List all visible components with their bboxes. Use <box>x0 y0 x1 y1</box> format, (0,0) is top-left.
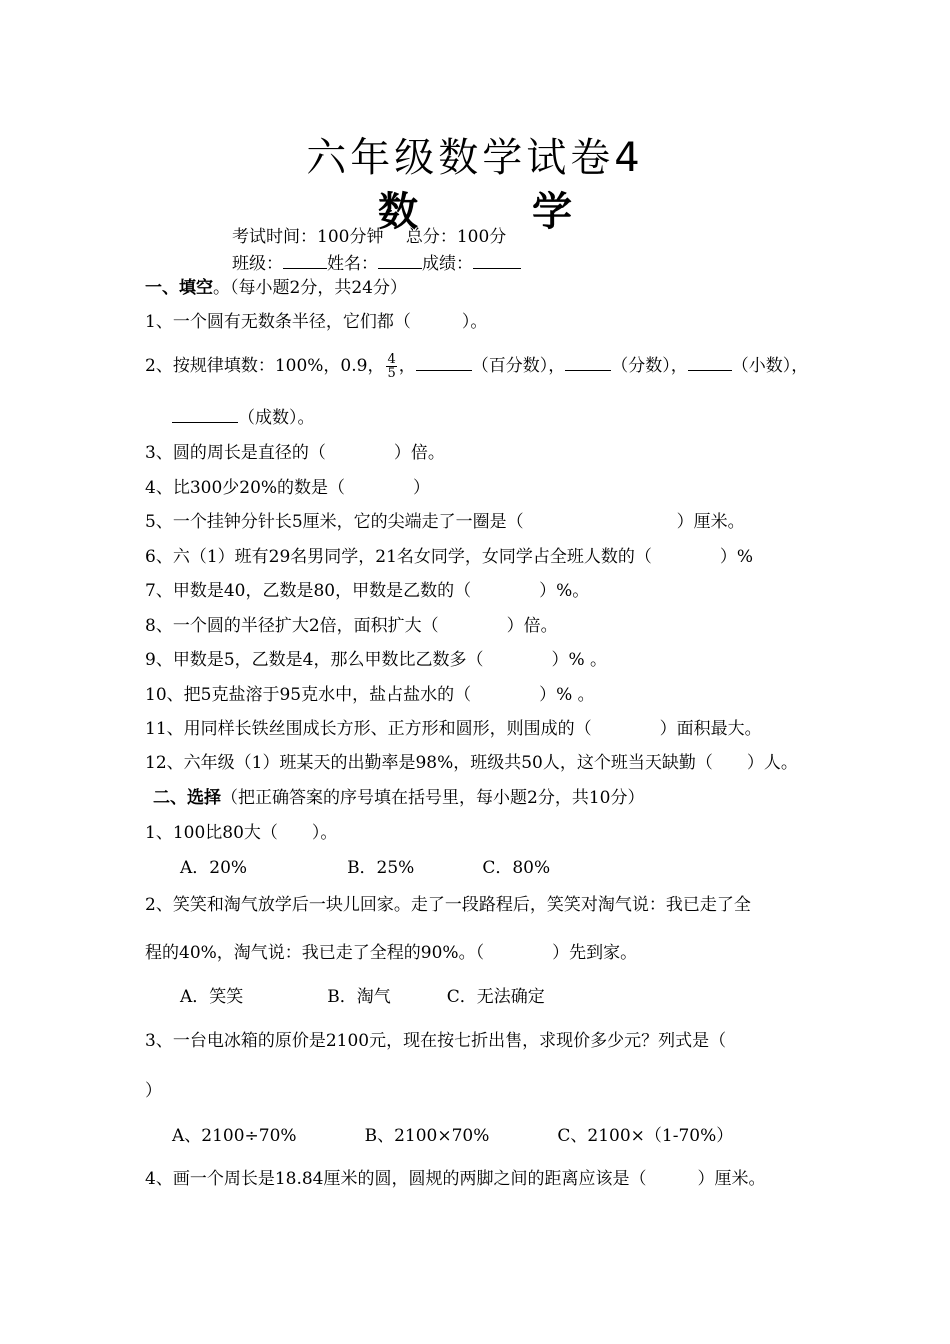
s2-question-2-line2: 程的40%，淘气说：我已走了全程的90%。（ ）先到家。 <box>145 943 638 963</box>
q2-text-f: （成数）。 <box>238 408 315 428</box>
s2-q2-option-b: B．淘气 <box>327 987 391 1007</box>
s2-q1-options <box>180 857 550 879</box>
q2-text-b: ， <box>398 356 416 376</box>
s2-question-1: 1、100比80大（ ）。 <box>145 823 338 843</box>
s1-question-6: 6、六（1）班有29名男同学，21名女同学，女同学占全班人数的（ ）% <box>145 547 754 567</box>
score-blank[interactable] <box>473 252 521 269</box>
q2-blank-decimal[interactable] <box>688 354 732 371</box>
s2-q3-option-a: A、2100÷70% <box>172 1126 297 1146</box>
score-label: 成绩： <box>422 254 473 274</box>
fraction-denominator: 5 <box>387 366 396 381</box>
s1-question-5: 5、一个挂钟分针长5厘米，它的尖端走了一圈是（ ）厘米。 <box>145 512 745 532</box>
s1-question-2-cont <box>172 406 315 429</box>
name-label: 姓名： <box>327 254 378 274</box>
q2-text-e: （小数）， <box>731 356 809 376</box>
section2-title: 二、选择 <box>153 788 221 808</box>
s1-question-11: 11、用同样长铁丝围成长方形、正方形和圆形，则围成的（ ）面积最大。 <box>145 719 762 739</box>
s2-q3-options <box>172 1125 733 1147</box>
s1-question-3: 3、圆的周长是直径的（ ）倍。 <box>145 443 445 463</box>
section1-note: 。（每小题2分，共24分） <box>213 278 407 298</box>
subject-title: 数 学 <box>378 189 622 235</box>
s2-q3-option-b: B、2100×70% <box>364 1126 490 1146</box>
q2-blank-cheng[interactable] <box>172 406 238 423</box>
section2-header <box>153 787 644 809</box>
exam-info: 考试时间：100分钟 总分：100分 <box>232 227 507 247</box>
s1-question-2 <box>145 353 808 380</box>
class-label: 班级： <box>232 254 283 274</box>
s1-question-8: 8、一个圆的半径扩大2倍，面积扩大（ ）倍。 <box>145 616 558 636</box>
section1-title: 一、填空 <box>145 278 213 298</box>
fraction-numerator: 4 <box>387 352 396 367</box>
class-blank[interactable] <box>283 252 327 269</box>
s2-q1-option-c: C．80% <box>482 858 551 878</box>
s2-question-2-line1: 2、笑笑和淘气放学后一块儿回家。走了一段路程后，笑笑对淘气说：我已走了全 <box>145 895 751 915</box>
s1-question-1: 1、一个圆有无数条半径，它们都（ ）。 <box>145 312 488 332</box>
q2-blank-percent[interactable] <box>416 354 472 371</box>
s2-q2-option-c: C．无法确定 <box>446 987 545 1007</box>
s2-question-4: 4、画一个周长是18.84厘米的圆，圆规的两脚之间的距离应该是（ ）厘米。 <box>145 1169 766 1189</box>
s2-question-3-line2: ） <box>145 1081 162 1101</box>
section2-note: （把正确答案的序号填在括号里，每小题2分，共10分） <box>221 788 645 808</box>
s2-q2-options <box>180 986 545 1008</box>
s2-q1-option-b: B．25% <box>347 858 415 878</box>
student-info-line <box>232 252 521 275</box>
s2-q3-option-c: C、2100×（1-70%） <box>557 1126 734 1146</box>
page-title: 六年级数学试卷4 <box>306 135 644 181</box>
s1-question-10: 10、把5克盐溶于95克水中，盐占盐水的（ ）% 。 <box>145 685 595 705</box>
fraction-four-fifths <box>386 353 396 380</box>
s1-question-7: 7、甲数是40，乙数是80，甲数是乙数的（ ）%。 <box>145 581 590 601</box>
q2-text-a: 2、按规律填数：100%，0.9， <box>145 356 385 376</box>
s2-q1-option-a: A．20% <box>180 858 248 878</box>
name-blank[interactable] <box>378 252 422 269</box>
s2-q2-option-a: A．笑笑 <box>180 987 244 1007</box>
q2-text-c: （百分数）， <box>471 356 566 376</box>
s1-question-4: 4、比300少20%的数是（ ） <box>145 478 431 498</box>
q2-text-d: （分数）， <box>611 356 688 376</box>
s2-question-3-line1: 3、一台电冰箱的原价是2100元，现在按七折出售，求现价多少元？列式是（ <box>145 1031 727 1051</box>
s1-question-12: 12、六年级（1）班某天的出勤率是98%，班级共50人，这个班当天缺勤（ ）人。 <box>145 753 798 773</box>
s1-question-9: 9、甲数是5，乙数是4，那么甲数比乙数多（ ）% 。 <box>145 650 608 670</box>
q2-blank-fraction[interactable] <box>565 354 611 371</box>
section1-header <box>145 277 407 299</box>
